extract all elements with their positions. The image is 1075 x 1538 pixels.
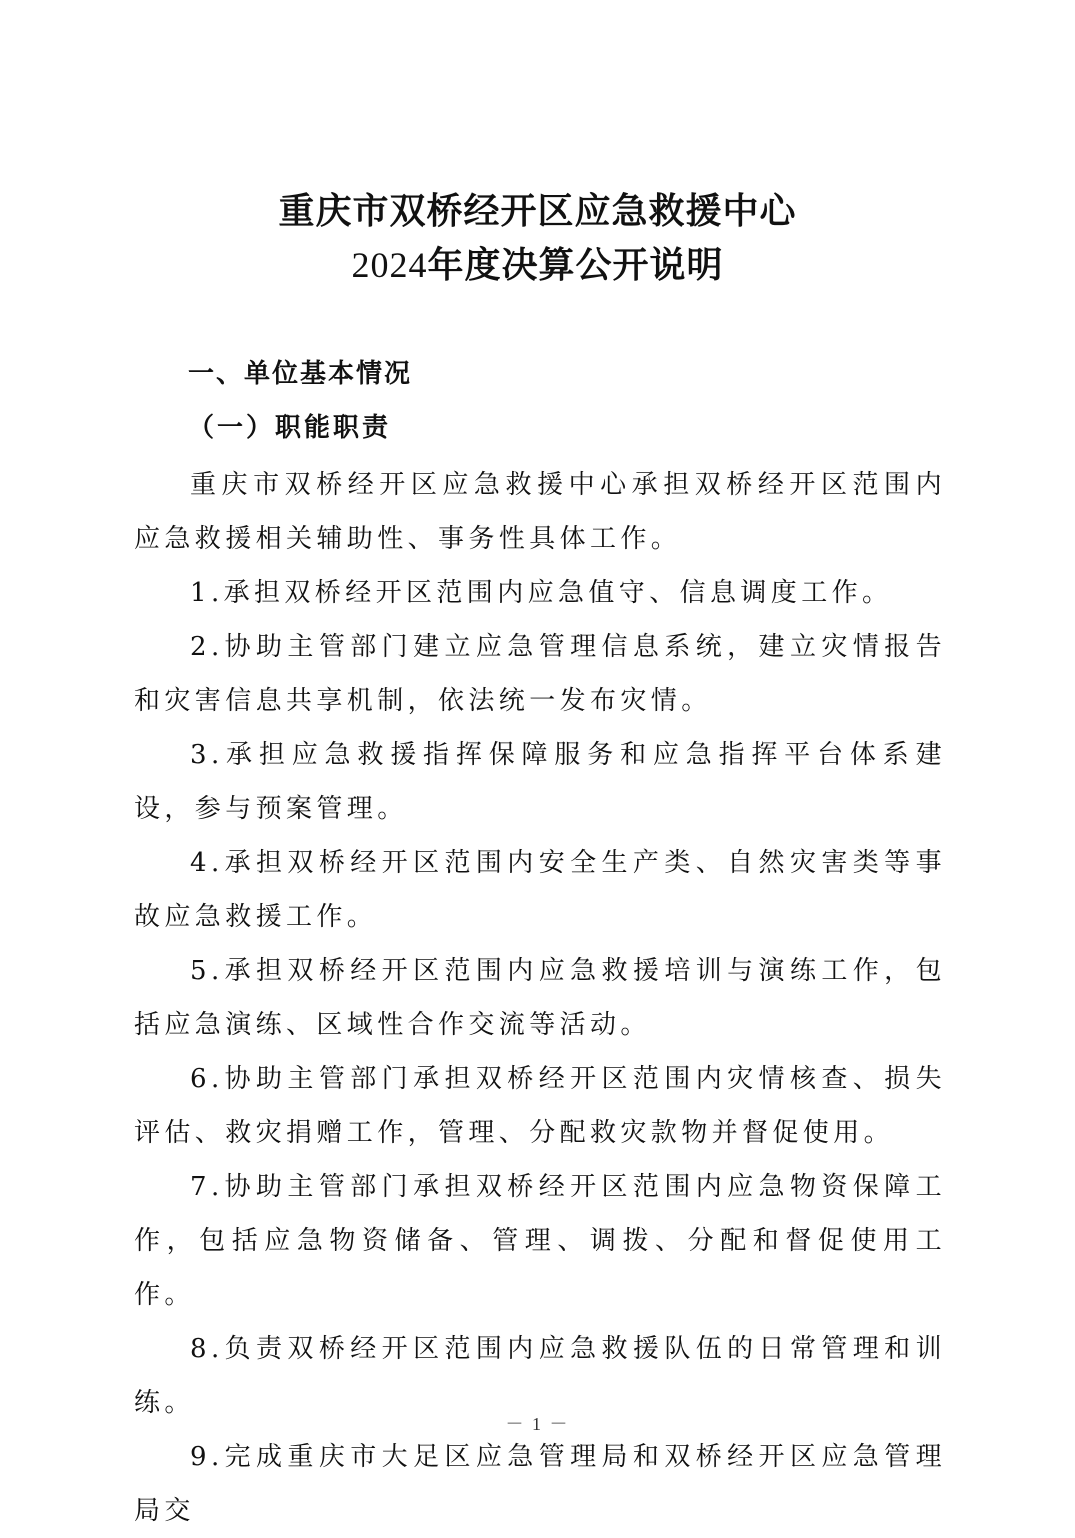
document-title-line2 — [0, 237, 1075, 294]
paragraph-item-7: 7.协助主管部门承担双桥经开区范围内应急物资保障工作，包括应急物资储备、管理、调拨、分配和督促使用工作。 — [134, 1172, 946, 1310]
paragraph-item-9: 9.完成重庆市大足区应急管理局和双桥经开区应急管理局交 — [134, 1442, 946, 1526]
paragraph-item-5: 5.承担双桥经开区范围内应急救援培训与演练工作，包括应急演练、区域性合作交流等活动。 — [134, 956, 946, 1040]
section-heading: 一、单位基本情况 — [188, 359, 413, 389]
page-number: － 1 － — [505, 1414, 570, 1434]
title-rest: 年度决算公开说明 — [427, 244, 724, 286]
subsection-heading: （一）职能职责 — [188, 413, 392, 443]
paragraph-item-1: 1.承担双桥经开区范围内应急值守、信息调度工作。 — [190, 578, 893, 608]
document-body — [134, 458, 946, 1538]
paragraph-item-8: 8.负责双桥经开区范围内应急救援队伍的日常管理和训练。 — [134, 1334, 946, 1418]
document-title-line1: 重庆市双桥经开区应急救援中心 — [278, 190, 797, 232]
paragraph-item-6: 6.协助主管部门承担双桥经开区范围内灾情核查、损失评估、救灾捐赠工作，管理、分配救灾款物并督促使用。 — [134, 1064, 946, 1148]
paragraph-item-3: 3.承担应急救援指挥保障服务和应急指挥平台体系建设，参与预案管理。 — [134, 740, 946, 824]
paragraph-item-2: 2.协助主管部门建立应急管理信息系统，建立灾情报告和灾害信息共享机制，依法统一发布灾情。 — [134, 632, 946, 716]
paragraph-item-4: 4.承担双桥经开区范围内安全生产类、自然灾害类等事故应急救援工作。 — [134, 848, 946, 932]
title-year: 2024 — [351, 245, 428, 285]
paragraph-intro: 重庆市双桥经开区应急救援中心承担双桥经开区范围内应急救援相关辅助性、事务性具体工作。 — [134, 470, 946, 554]
